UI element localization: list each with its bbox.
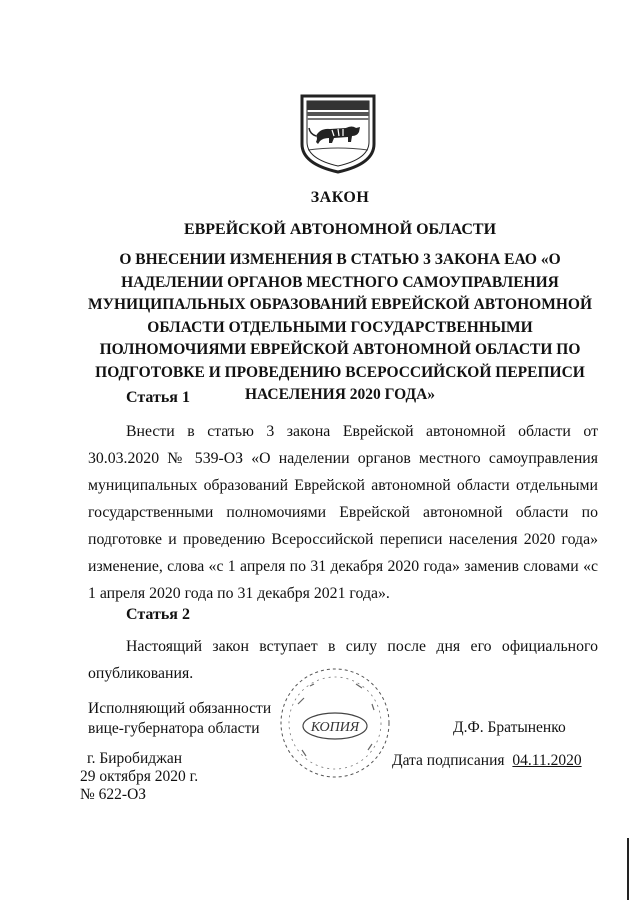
title-line: ПОДГОТОВКЕ И ПРОВЕДЕНИЮ ВСЕРОССИЙСКОЙ ПЕРЕПИСИ: [95, 363, 585, 381]
signatory-position: [88, 699, 271, 739]
position-line: Исполняющий обязанности: [88, 700, 272, 717]
tiger-coat-of-arms-icon: [296, 92, 380, 176]
place-block: [80, 750, 198, 804]
article-1-heading: Статья 1: [126, 389, 190, 406]
scan-edge-line: [627, 838, 629, 900]
title-line: ОБЛАСТИ ОТДЕЛЬНЫМИ ГОСУДАРСТВЕННЫМИ: [147, 318, 533, 336]
seal-stamp: [276, 664, 394, 782]
article-2-text: Настоящий закон вступает в силу после дня его официального опубликования.: [88, 638, 598, 682]
adoption-date: 29 октября 2020 г.: [80, 768, 199, 785]
stamp-text: КОПИЯ: [310, 720, 360, 735]
city: г. Биробиджан: [87, 750, 183, 767]
signing-date-value: 04.11.2020: [512, 752, 582, 769]
signatory-name: Д.Ф. Братыненко: [453, 719, 566, 736]
title-line: МУНИЦИПАЛЬНЫХ ОБРАЗОВАНИЙ ЕВРЕЙСКОЙ АВТОНОМНОЙ: [87, 296, 593, 313]
law-heading: ЗАКОН: [310, 189, 370, 206]
law-title: [70, 249, 610, 407]
region-heading: ЕВРЕЙСКОЙ АВТОНОМНОЙ ОБЛАСТИ: [183, 221, 497, 238]
title-line: НАДЕЛЕНИИ ОРГАНОВ МЕСТНОГО САМОУПРАВЛЕНИЯ: [121, 273, 559, 291]
signing-date-label: Дата подписания: [392, 752, 505, 769]
article-2-heading: Статья 2: [126, 606, 190, 623]
title-line: О ВНЕСЕНИИ ИЗМЕНЕНИЯ В СТАТЬЮ 3 ЗАКОНА ЕАО «О: [119, 251, 561, 268]
title-line: ПОЛНОМОЧИЯМИ ЕВРЕЙСКОЙ АВТОНОМНОЙ ОБЛАСТИ ПО: [99, 341, 581, 358]
article-1-text: Внести в статью 3 закона Еврейской автономной области от 30.03.2020 № 539-ОЗ «О наделении органов местного самоуправления муниципальных образований Еврейской автономной области отдельными государственными полномочиями Еврейской автономной области по подготовке и проведению Всероссийской переписи населения 2020 года» изменение, слова «с 1 апреля по 31 декабря 2020 года» заменив словами «с 1 апреля 2020 года по 31 декабря 2021 года».: [88, 423, 598, 602]
signing-date-block: [392, 752, 582, 770]
law-number: № 622-ОЗ: [80, 786, 147, 803]
position-line: вице-губернатора области: [88, 720, 260, 737]
title-line: НАСЕЛЕНИЯ 2020 ГОДА»: [244, 386, 436, 403]
